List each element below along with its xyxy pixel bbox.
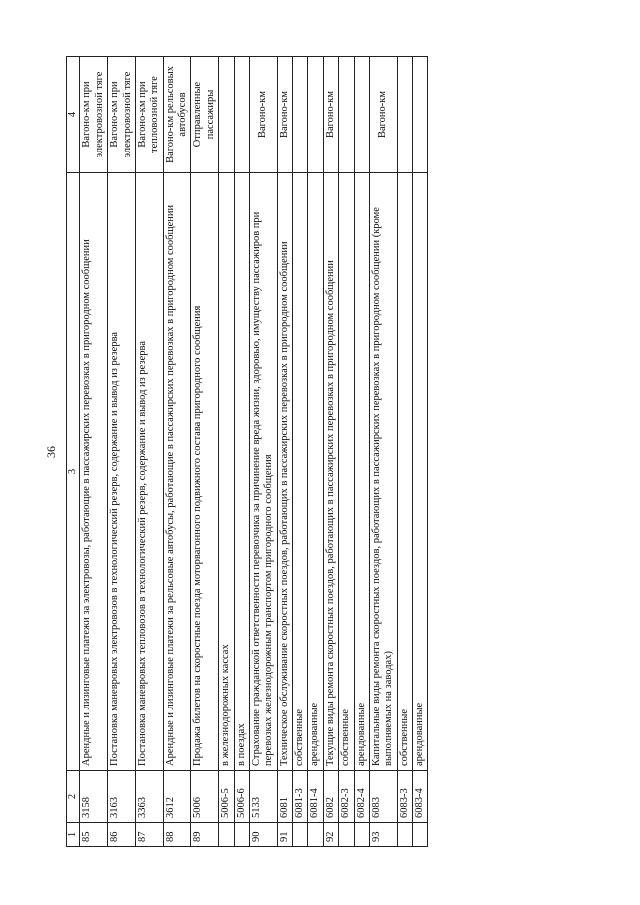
row-number: 92 — [323, 823, 338, 847]
row-code: 5006 — [191, 771, 219, 823]
table-row — [397, 57, 412, 847]
row-unit — [397, 57, 412, 173]
row-description: Продажа билетов на скоростные поезда моторвагонного подвижного состава пригородного сообщения — [191, 173, 219, 771]
row-code: 5006-6 — [234, 771, 249, 823]
row-number: 85 — [80, 823, 108, 847]
row-description: собственные — [293, 173, 308, 771]
row-number — [397, 823, 412, 847]
row-number: 86 — [108, 823, 136, 847]
table-row — [108, 57, 136, 847]
row-unit: Вагоно-км — [323, 57, 338, 173]
row-code: 6081-3 — [293, 771, 308, 823]
table-row — [354, 57, 369, 847]
row-unit — [354, 57, 369, 173]
table-row — [308, 57, 323, 847]
row-unit: Вагоно-км при электровозной тяге — [108, 57, 136, 173]
table-row — [249, 57, 277, 847]
row-number: 91 — [277, 823, 292, 847]
table-row — [413, 57, 428, 847]
table-row — [369, 57, 397, 847]
table-body — [80, 57, 428, 847]
row-unit — [339, 57, 354, 173]
row-description: в железнодорожных кассах — [219, 173, 234, 771]
row-code: 3612 — [163, 771, 191, 823]
row-code: 6083-3 — [397, 771, 412, 823]
row-description: Техническое обслуживание скоростных поездов, работающих в пассажирских перевозках в пригородном сообщении — [277, 173, 292, 771]
row-description: собственные — [339, 173, 354, 771]
row-number — [293, 823, 308, 847]
row-unit: Вагоно-км при тепловозной тяге — [135, 57, 163, 173]
header-col-2: 2 — [67, 771, 80, 823]
row-unit: Вагоно-км рельсовых автобусов — [163, 57, 191, 173]
row-number — [219, 823, 234, 847]
table-row — [323, 57, 338, 847]
row-code: 5133 — [249, 771, 277, 823]
row-number — [339, 823, 354, 847]
table-row — [277, 57, 292, 847]
page-number: 36 — [44, 446, 58, 458]
row-code: 6082-4 — [354, 771, 369, 823]
row-code: 3158 — [80, 771, 108, 823]
row-description: Постановка маневровых тепловозов в технологический резерв, содержание и вывод из резерва — [135, 173, 163, 771]
header-col-1: 1 — [67, 823, 80, 847]
document-sheet — [40, 57, 600, 847]
table-row — [219, 57, 234, 847]
row-description: Постановка маневровых электровозов в технологический резерв, содержание и вывод из резерва — [108, 173, 136, 771]
row-number — [354, 823, 369, 847]
table-row — [234, 57, 249, 847]
row-unit: Вагоно-км при электровозной тяге — [80, 57, 108, 173]
row-number — [413, 823, 428, 847]
row-description: в поездах — [234, 173, 249, 771]
row-number — [234, 823, 249, 847]
row-unit: Отправленные пассажиры — [191, 57, 219, 173]
row-code: 6081 — [277, 771, 292, 823]
header-col-3: 3 — [67, 173, 80, 771]
row-unit: Вагоно-км — [277, 57, 292, 173]
row-number: 88 — [163, 823, 191, 847]
table-row — [135, 57, 163, 847]
row-number: 89 — [191, 823, 219, 847]
row-unit: Вагоно-км — [369, 57, 397, 173]
row-code: 6081-4 — [308, 771, 323, 823]
row-unit — [413, 57, 428, 173]
header-col-4: 4 — [67, 57, 80, 173]
row-description: Текущие виды ремонта скоростных поездов, работающих в пассажирских перевозках в пригородном сообщении — [323, 173, 338, 771]
tariff-table — [66, 56, 428, 847]
row-number: 93 — [369, 823, 397, 847]
row-number: 90 — [249, 823, 277, 847]
row-description: Арендные и лизинговые платежи за электровозы, работающие в пассажирских перевозках в пригородном сообщении — [80, 173, 108, 771]
table-row — [339, 57, 354, 847]
row-code: 3163 — [108, 771, 136, 823]
row-unit: Вагоно-км — [249, 57, 277, 173]
row-description: Капитальные виды ремонта скоростных поездов, работающих в пассажирских перевозках в пригородном сообщении (кроме выполняемых на заводах) — [369, 173, 397, 771]
row-description: арендованные — [413, 173, 428, 771]
row-number — [308, 823, 323, 847]
row-number: 87 — [135, 823, 163, 847]
row-code: 5006-5 — [219, 771, 234, 823]
row-code: 6083-4 — [413, 771, 428, 823]
row-unit — [293, 57, 308, 173]
table-row — [80, 57, 108, 847]
row-unit — [219, 57, 234, 173]
row-unit — [234, 57, 249, 173]
table-row — [293, 57, 308, 847]
header-row — [67, 57, 80, 847]
table-row — [163, 57, 191, 847]
row-description: Арендные и лизинговые платежи за рельсовые автобусы, работающие в пассажирских перевозках в пригородном сообщении — [163, 173, 191, 771]
row-description: собственные — [397, 173, 412, 771]
row-description: арендованные — [354, 173, 369, 771]
row-code: 6083 — [369, 771, 397, 823]
table-row — [191, 57, 219, 847]
row-unit — [308, 57, 323, 173]
row-code: 6082-3 — [339, 771, 354, 823]
row-description: арендованные — [308, 173, 323, 771]
row-description: Страхование гражданской ответственности перевозчика за причинение вреда жизни, здоровью, имуществу пассажиров при перевозках железнодорожным транспортом пригородного сообщения — [249, 173, 277, 771]
row-code: 3363 — [135, 771, 163, 823]
row-code: 6082 — [323, 771, 338, 823]
